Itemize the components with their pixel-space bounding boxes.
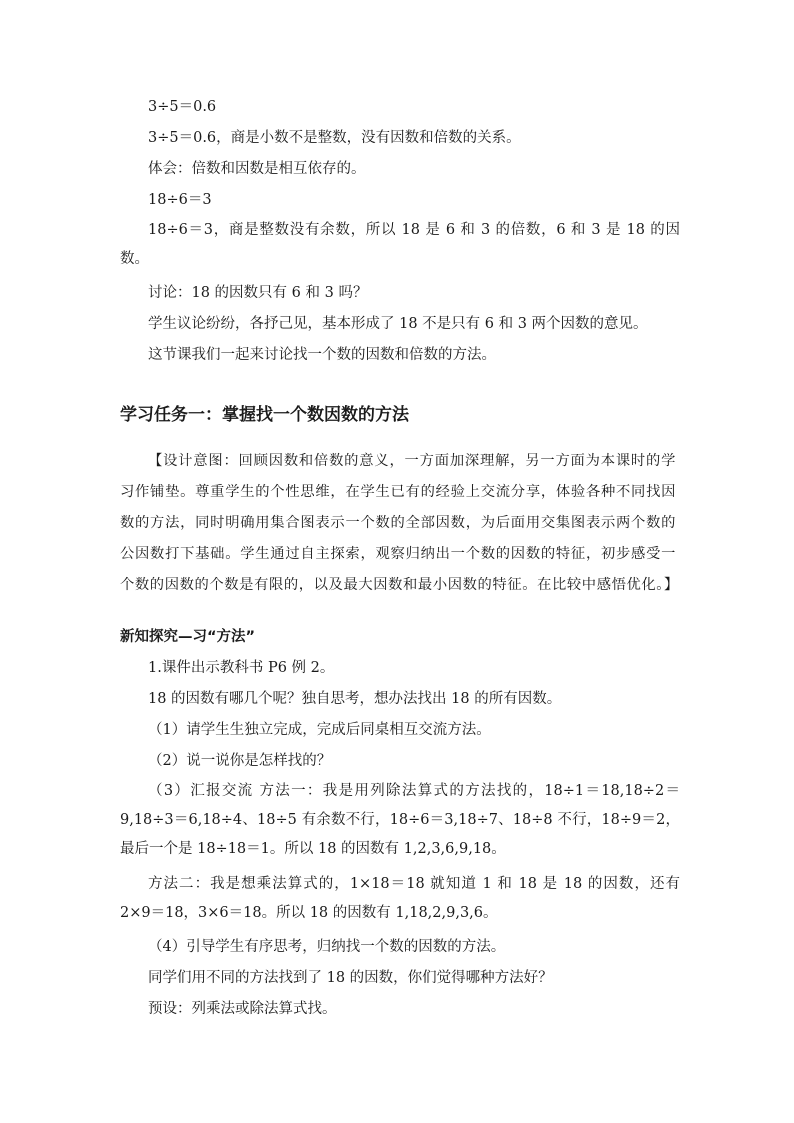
paragraph-division-18-6: 18÷6＝3: [148, 192, 212, 208]
paragraph-student-opinions: 学生议论纷纷，各抒己见，基本形成了 18 不是只有 6 和 3 两个因数的意见。: [148, 316, 648, 332]
task-heading: 学习任务一：掌握找一个数因数的方法: [120, 405, 409, 425]
paragraph-multiples-explanation: [120, 216, 680, 274]
paragraph-text: 18÷6＝3，商是整数没有余数，所以 18 是 6 和 3 的倍数，6 和 3 是 18 的因数。: [120, 222, 680, 267]
step-question: 18 的因数有哪几个呢？独自思考，想办法找出 18 的所有因数。: [148, 691, 562, 707]
paragraph-text: （3）汇报交流 方法一：我是用列除法算式的方法找的，18÷1＝18,18÷2＝9,18÷3＝6,18÷4、18÷5 有余数不行，18÷6＝3,18÷7、18÷8 不行，18÷9＝2，最后一个是 18÷18＝1。所以 18 的因数有 1,2,3,6,9,18。: [120, 783, 680, 857]
paragraph-insight: 体会：倍数和因数是相互依存的。: [148, 161, 366, 177]
step-compare-methods: 同学们用不同的方法找到了 18 的因数，你们觉得哪种方法好？: [148, 970, 553, 986]
step-summarize: （4）引导学生有序思考，归纳找一个数的因数的方法。: [148, 939, 506, 955]
step-independent-work: （1）请学生生独立完成，完成后同桌相互交流方法。: [148, 722, 491, 738]
paragraph-text: 方法二：我是想乘法算式的，1×18＝18 就知道 1 和 18 是 18 的因数，还有 2×9＝18，3×6＝18。所以 18 的因数有 1,18,2,9,3,6。: [120, 876, 680, 921]
step-method-two: [120, 870, 680, 928]
step-preset-answer: 预设：列乘法或除法算式找。: [148, 1001, 337, 1017]
paragraph-not-integer: 3÷5＝0.6，商是小数不是整数，没有因数和倍数的关系。: [148, 130, 521, 146]
step-explain: （2）说一说你是怎样找的？: [148, 753, 332, 769]
paragraph-lesson-intro: 这节课我们一起来讨论找一个数的因数和倍数的方法。: [148, 347, 496, 363]
step-1: 1.课件出示教科书 P6 例 2。: [148, 660, 335, 676]
paragraph-discussion: 讨论：18 的因数只有 6 和 3 吗？: [148, 285, 368, 301]
step-report-method-one: [120, 777, 680, 864]
design-intent-text: 【设计意图：回顾因数和倍数的意义，一方面加深理解，另一方面为本课时的学习作铺垫。尊重学生的个性思维，在学生已有的经验上交流分享，体验各种不同找因数的方法，同时明确用集合图表示一个数的全部因数，为后面用交集图表示两个数的公因数打下基础。学生通过自主探索，观察归纳出一个数的因数的特征，初步感受一个数的因数的个数是有限的，以及最大因数和最小因数的特征。在比较中感悟优化。】: [120, 453, 679, 593]
design-intent-block: [120, 446, 679, 601]
section-heading: 新知探究—习“方法”: [120, 629, 256, 645]
paragraph-division-3-5: 3÷5＝0.6: [148, 99, 217, 115]
